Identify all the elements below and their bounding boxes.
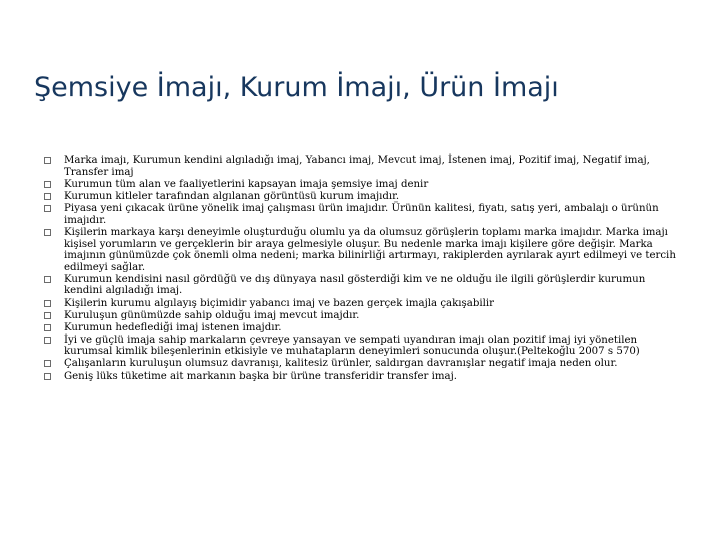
list-item bbox=[44, 335, 684, 358]
checkbox-square-icon bbox=[44, 181, 51, 188]
list-item bbox=[44, 358, 684, 370]
list-item bbox=[44, 371, 684, 383]
checkbox-square-icon bbox=[44, 300, 51, 307]
bullet-text: Kuruluşun günümüzde sahip olduğu imaj mevcut imajdır. bbox=[64, 310, 360, 322]
checkbox-square-icon bbox=[44, 157, 51, 164]
bullet-list bbox=[44, 155, 684, 383]
bullet-text: Çalışanların kuruluşun olumsuz davranışı, kalitesiz ürünler, saldırgan davranışlar negatif imaja neden olur. bbox=[64, 358, 618, 370]
bullet-text: Kişilerin markaya karşı deneyimle oluşturduğu olumlu ya da olumsuz görüşlerin toplamı marka imajıdır. Marka imajı kişisel yorumların ve gerçeklerin bir araya gelmesiyle oluşur. Bu nedenle marka imajı kişilere göre değişir. Marka imajının günümüzde çok önemli olma nedeni; marka bilinirliği artırmayı, rakiplerden ayrılarak ayırt edilmeyi ve tercih edilmeyi sağlar. bbox=[64, 227, 676, 273]
checkbox-square-icon bbox=[44, 312, 51, 319]
bullet-text: Geniş lüks tüketime ait markanın başka bir ürüne transferidir transfer imaj. bbox=[64, 370, 457, 382]
checkbox-square-icon bbox=[44, 337, 51, 344]
list-item bbox=[44, 274, 684, 297]
checkbox-square-icon bbox=[44, 193, 51, 200]
bullet-text: Marka imajı, Kurumun kendini algıladığı imaj, Yabancı imaj, Mevcut imaj, İstenen imaj, Pozitif imaj, Negatif imaj, Transfer imaj bbox=[64, 155, 650, 178]
list-item bbox=[44, 322, 684, 334]
checkbox-square-icon bbox=[44, 205, 51, 212]
checkbox-square-icon bbox=[44, 229, 51, 236]
list-item bbox=[44, 203, 684, 226]
list-item bbox=[44, 310, 684, 322]
list-item bbox=[44, 227, 684, 273]
slide-title: Şemsiye İmajı, Kurum İmajı, Ürün İmajı bbox=[34, 72, 559, 103]
checkbox-square-icon bbox=[44, 324, 51, 331]
bullet-text: Kişilerin kurumu algılayış biçimidir yabancı imaj ve bazen gerçek imajla çakışabilir bbox=[64, 297, 495, 309]
bullet-text: İyi ve güçlü imaja sahip markaların çevreye yansayan ve sempati uyandıran imajı olan pozitif imaj iyi yönetilen kurumsal kimlik bileşenlerinin etkisiyle ve muhatapların deneyimleri sonucunda oluşur.(Peltekoğlu 2007 s 570) bbox=[64, 334, 640, 358]
bullet-text: Kurumun kitleler tarafından algılanan görüntüsü kurum imajıdır. bbox=[64, 191, 400, 203]
list-item bbox=[44, 179, 684, 191]
checkbox-square-icon bbox=[44, 373, 51, 380]
bullet-text: Kurumun hedeflediği imaj istenen imajdır. bbox=[64, 322, 282, 334]
list-item bbox=[44, 155, 684, 178]
bullet-text: Piyasa yeni çıkacak ürüne yönelik imaj çalışması ürün imajıdır. Ürünün kalitesi, fiyatı, satış yeri, ambalajı o ürünün imajıdır. bbox=[64, 203, 659, 226]
list-item bbox=[44, 298, 684, 310]
checkbox-square-icon bbox=[44, 276, 51, 283]
list-item bbox=[44, 191, 684, 203]
bullet-text: Kurumun tüm alan ve faaliyetlerini kapsayan imaja şemsiye imaj denir bbox=[64, 178, 429, 190]
checkbox-square-icon bbox=[44, 360, 51, 367]
bullet-text: Kurumun kendisini nasıl gördüğü ve dış dünyaya nasıl gösterdiği kim ve ne olduğu ile ilgili görüşlerdir kurumun kendini algıladığı imaj. bbox=[64, 273, 646, 297]
